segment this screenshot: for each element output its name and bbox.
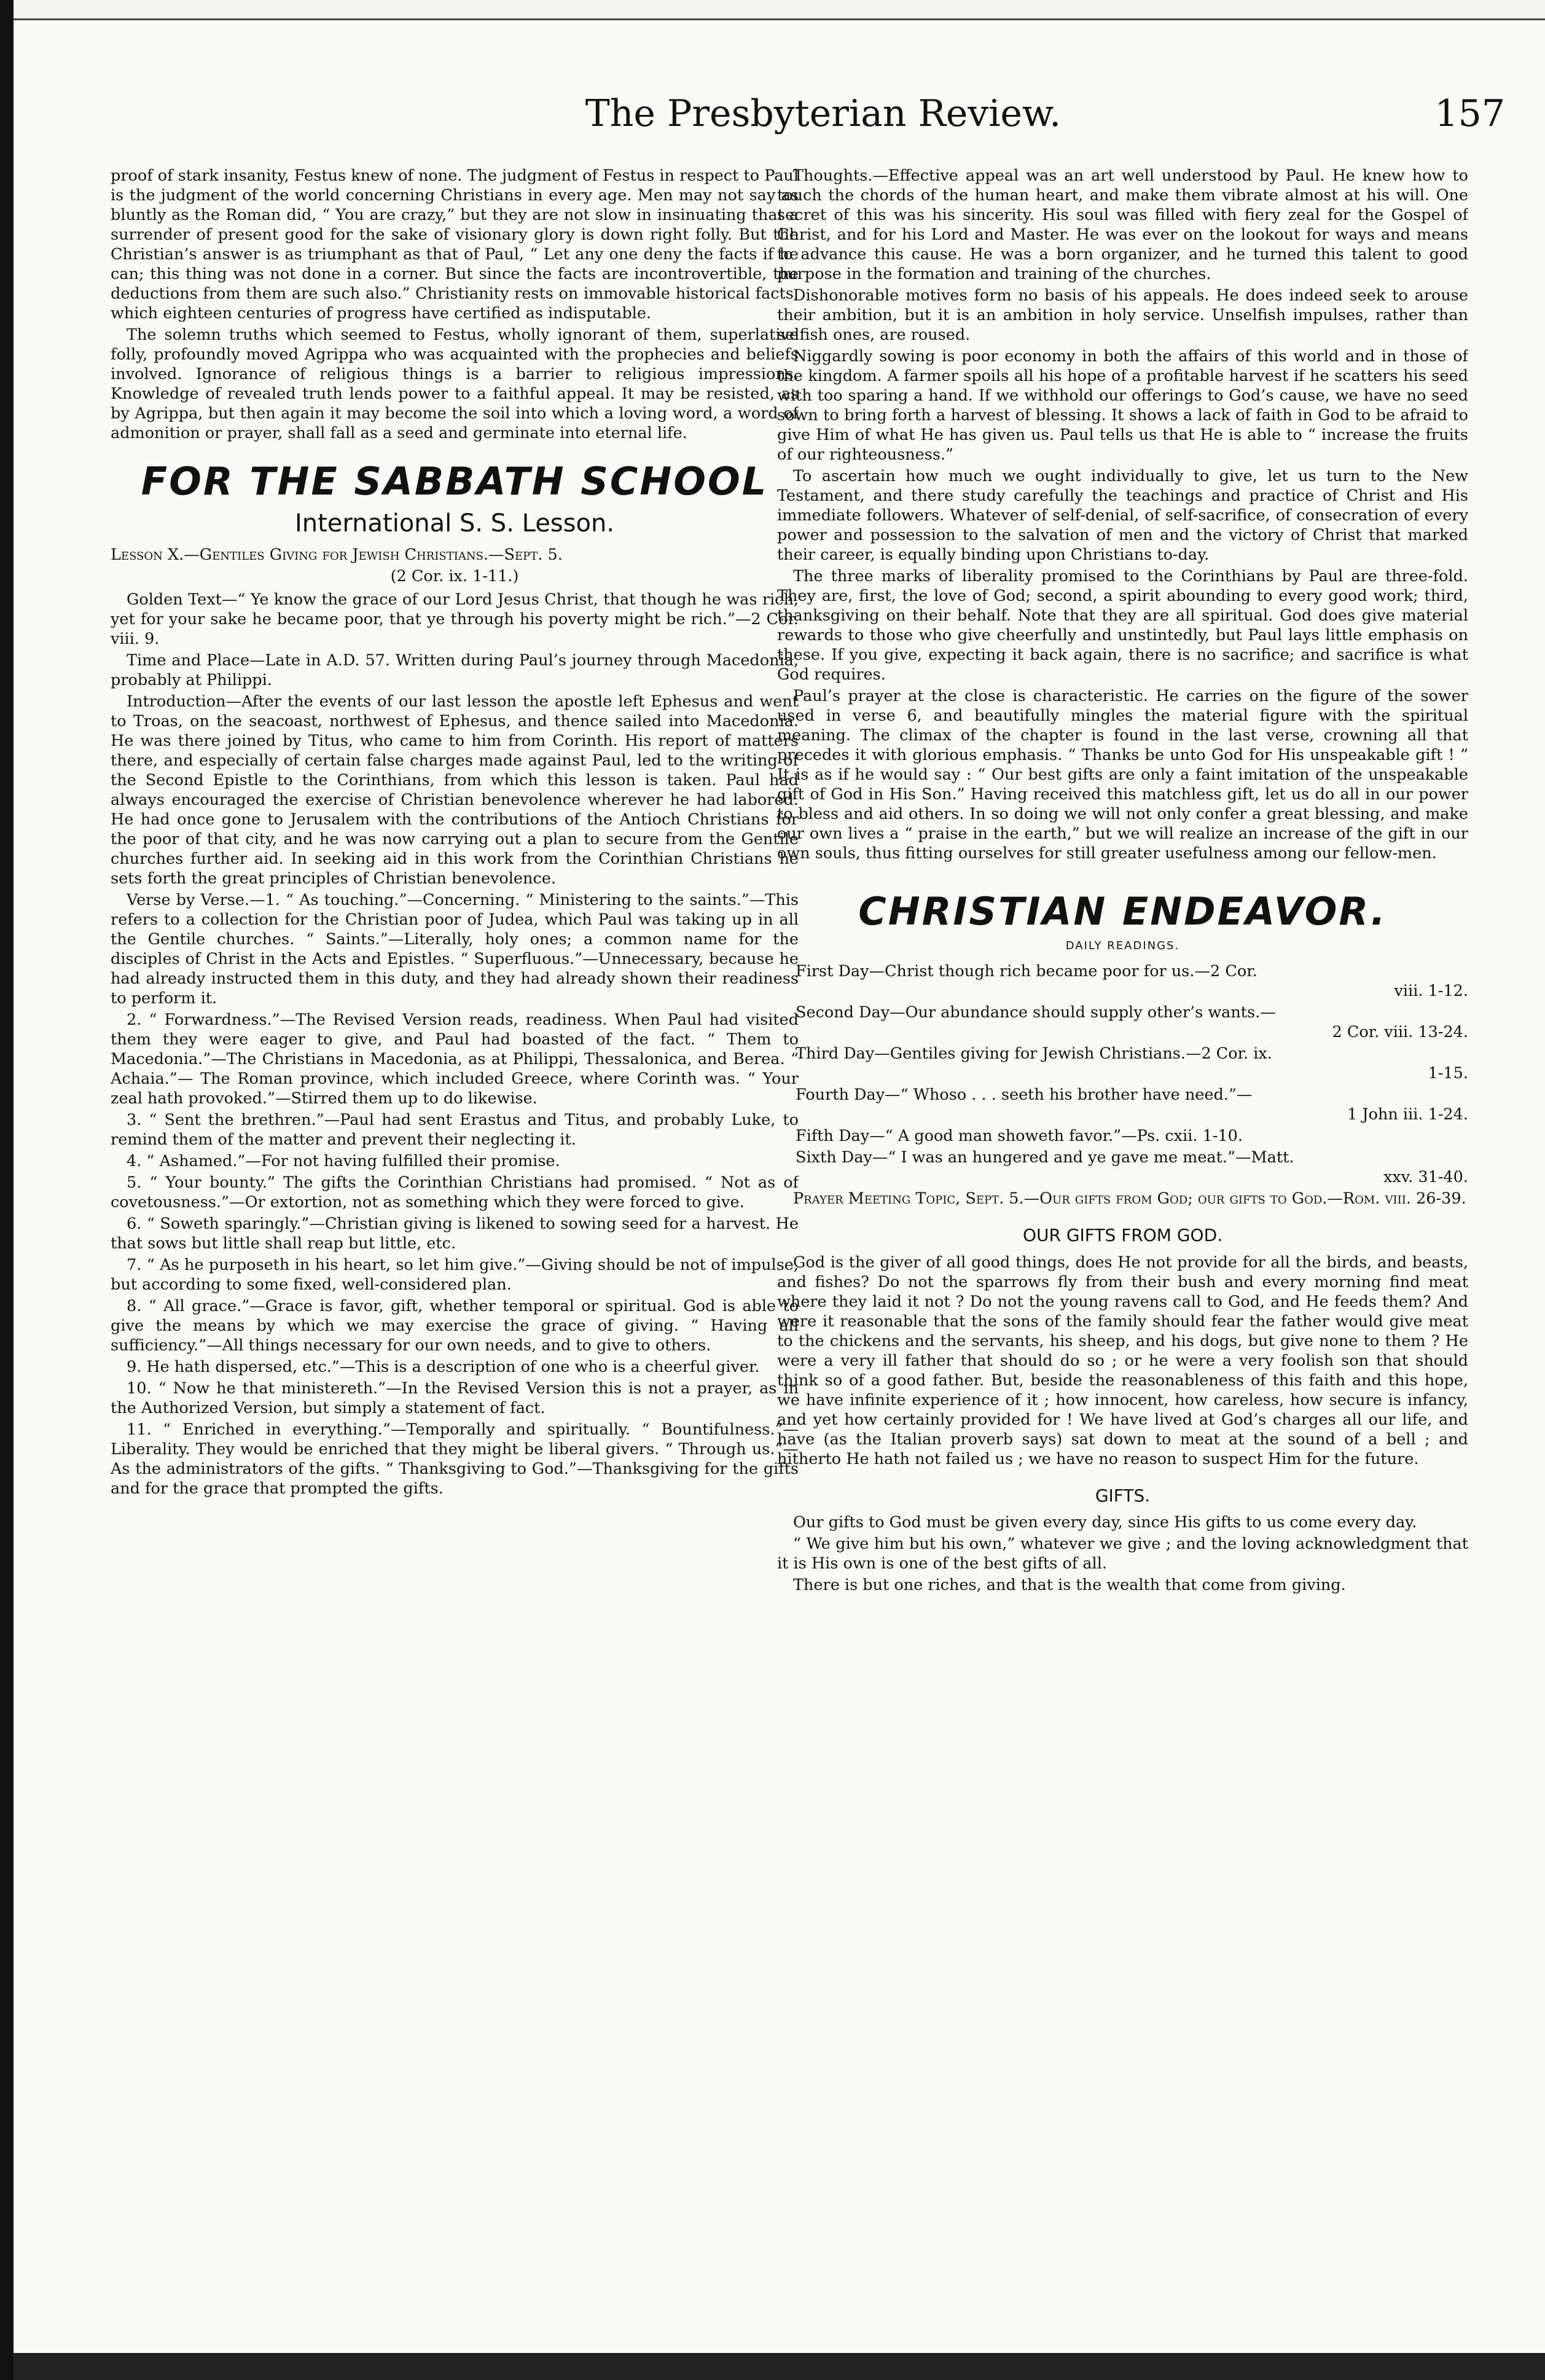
gifts-paragraph: There is but one riches, and that is the wealth that come from giving. [793, 1575, 1346, 1594]
lesson-paragraph: Time and Place—Late in A.D. 57. Written during Paul’s journey through Macedonia, probably at Philippi. [111, 651, 799, 689]
bottom-border-rule [14, 2353, 1545, 2380]
lesson-paragraph: 3. “ Sent the brethren.”—Paul had sent Erastus and Titus, and probably Luke, to remind them of the matter and prevent their neglecting it. [111, 1110, 799, 1149]
lesson-paragraph: Verse by Verse.—1. “ As touching.”—Concerning. “ Ministering to the saints.”—This refers to a collection for the Christian poor of Judea, which Paul was taking up in all the Gentile churches. “ Saints.”—Literally, holy ones; a common name for the disciples of Christ in the Acts and Epistles. “ Superfluous.”—Unnecessary, because he had already instructed them in this duty, and they had already shown their readiness to perform it. [111, 890, 799, 1008]
lesson-scripture-ref: (2 Cor. ix. 1-11.) [390, 566, 519, 585]
reading-ref: 1-15. [1428, 1064, 1468, 1083]
reading-text: Fourth Day—“ Whoso . . . seeth his brother have need.”— [796, 1086, 1253, 1105]
gifts-from-god-heading: OUR GIFTS FROM GOD. [1022, 1225, 1223, 1246]
daily-reading [777, 1085, 1468, 1124]
thoughts-paragraph: To ascertain how much we ought individually to give, let us turn to the New Testament, and there study carefully the teachings and practice of Christ and His immediate followers. Whatever of self-denial, of self-sacrifice, of consecration of every power and possession to the salvation of men and the victory of Christ that marked their career, is equally binding upon Christians to-day. [777, 467, 1468, 564]
scan-binding-edge [0, 0, 14, 2380]
lesson-paragraph: 2. “ Forwardness.”—The Revised Version reads, readiness. When Paul had visited them they were eager to give, and Paul had boasted of the fact. “ Them to Macedonia.”—The Christians in Macedonia, as at Philippi, Thessalonica, and Berea. “ Achaia.”— The Roman province, which included Greece, where Corinth was. “ Your zeal hath provoked.”—Stirred them up to do likewise. [111, 1010, 799, 1108]
reading-text: Second Day—Our abundance should supply other’s wants.— [796, 1003, 1276, 1022]
page-header [86, 92, 1523, 147]
lesson-paragraph: Golden Text—“ Ye know the grace of our Lord Jesus Christ, that though he was rich, yet for your sake he became poor, that ye through his poverty might be rich.”—2 Cor. viii. 9. [111, 590, 799, 648]
lesson-paragraph: 5. “ Your bounty.” The gifts the Corinthian Christians had promised. “ Not as of covetousness.”—Or extortion, not as something which they were forced to give. [111, 1173, 799, 1212]
article-paragraph: The solemn truths which seemed to Festus, wholly ignorant of them, superlative folly, profoundly moved Agrippa who was acquainted with the prophecies and beliefs involved. Ignorance of religious things is a barrier to religious impressions. Knowledge of revealed truth lends power to a faithful appeal. It may be resisted, as by Agrippa, but then again it may become the soil into which a loving word, a word of admonition or prayer, shall fall as a seed and germinate into eternal life. [111, 326, 799, 442]
lesson-series-subtitle: International S. S. Lesson. [294, 509, 615, 538]
daily-reading [777, 1003, 1468, 1042]
sabbath-school-title: FOR THE SABBATH SCHOOL [141, 459, 769, 504]
gifts-from-god-paragraph: God is the giver of all good things, does He not provide for all the birds, and beasts, and fishes? Do not the sparrows fly from their bush and every morning find meat where they laid it not ? Do not the young ravens call to God, and He feeds them? And were it reasonable that the sons of the family should fear the father would give meat to the chickens and the servants, his sheep, and his dogs, but give none to them ? He were a very ill father that should do so ; or he were a very foolish son that should think so of a good father. But, beside the reasonableness of this faith and this hope, we have infinite experience of it ; how innocent, how careless, how secure is infancy, and yet how certainly provided for ! We have lived at God’s charges all our life, and have (as the Italian proverb says) sat down to meat at the sound of a bell ; and hitherto He hath not failed us ; we have no reason to suspect Him for the future. [777, 1253, 1468, 1468]
reading-text: Fifth Day—“ A good man showeth favor.”—Ps. cxii. 1-10. [796, 1127, 1243, 1146]
thoughts-paragraph: The three marks of liberality promised to the Corinthians by Paul are three-fold. They are, first, the love of God; second, a spirit abounding to every good work; third, thanksgiving on their behalf. Note that they are all spiritual. God does give material rewards to those who give cheerfully and unstintedly, but Paul lays little emphasis on these. If you give, expecting it back again, there is no sacrifice; and sacrifice is what God requires. [777, 567, 1468, 684]
gifts-heading: GIFTS. [1095, 1485, 1151, 1506]
reading-ref: viii. 1-12. [1394, 982, 1468, 1001]
lesson-paragraph: 7. “ As he purposeth in his heart, so let him give.”—Giving should be not of impulse, but according to some fixed, well-considered plan. [111, 1255, 799, 1294]
thoughts-paragraph: Paul’s prayer at the close is characteristic. He carries on the figure of the sower used in verse 6, and beautifully mingles the material figure with the spiritual meaning. The climax of the chapter is found in the last verse, crowning all that precedes it with glorious emphasis. “ Thanks be unto God for His unspeakable gift ! ” It is as if he would say : “ Our best gifts are only a faint imitation of the unspeakable gift of God in His Son.” Having received this matchless gift, let us do all in our power to bless and aid others. In so doing we will not only confer a great blessing, and make our own lives a “ praise in the earth,” but we will realize an increase of the gift in our own souls, thus fitting ourselves for still greater usefulness among our fellow-men. [777, 687, 1468, 863]
thoughts-paragraph: Thoughts.—Effective appeal was an art well understood by Paul. He knew how to touch the chords of the human heart, and make them vibrate almost at his will. One secret of this was his sincerity. His soul was filled with fiery zeal for the Gospel of Christ, and for his Lord and Master. He was ever on the lookout for ways and means to advance this cause. He was a born organizer, and he turned this talent to good purpose in the formation and training of the churches. [777, 166, 1468, 283]
article-paragraph: proof of stark insanity, Festus knew of none. The judgment of Festus in respect to Paul is the judgment of the world concerning Christians in every age. Men may not say as bluntly as the Roman did, “ You are crazy,” but they are not slow in insinuating that a surrender of present good for the sake of visionary glory is down right folly. But the Christian’s answer is as triumphant as that of Paul, “ Let any one deny the facts if he can; this thing was not done in a corner. But since the facts are incontrovertible, the deductions from them are such also.” Christianity rests on immovable historical facts, which eighteen centuries of progress have certified as indisputable. [111, 166, 799, 323]
gifts-paragraph: “ We give him but his own,” whatever we give ; and the loving acknowledgment that it is His own is one of the best gifts of all. [777, 1534, 1468, 1573]
thoughts-paragraph: Dishonorable motives form no basis of his appeals. He does indeed seek to arouse their ambition, but it is an ambition in holy service. Unselfish impulses, rather than selfish ones, are roused. [777, 286, 1468, 344]
daily-reading [777, 1148, 1468, 1187]
prayer-meeting-topic: Prayer Meeting Topic, Sept. 5.—Our gifts from God; our gifts to God.—Rom. viii. 26-39. [793, 1189, 1466, 1208]
lesson-paragraph: Introduction—After the events of our last lesson the apostle left Ephesus and went to Troas, on the seacoast, northwest of Ephesus, and thence sailed into Macedonia. He was there joined by Titus, who came to him from Corinth. His report of matters there, and especially of certain false charges made against Paul, led to the writing of the Second Epistle to the Corinthians, from which this lesson is taken. Paul had always encouraged the exercise of Christian benevolence wherever he had labored. He had once gone to Jerusalem with the contributions of the Antioch Christians for the poor of that city, and he was now carrying out a plan to secure from the Gentile churches further aid. In seeking aid in this work from the Corinthian Christians he sets forth the great principles of Christian benevolence. [111, 692, 799, 888]
thoughts-paragraph: Niggardly sowing is poor economy in both the affairs of this world and in those of the kingdom. A farmer spoils all his hope of a profitable harvest if he scatters his seed with too sparing a hand. If we withhold our offerings to God’s cause, we have no seed sown to bring forth a harvest of blessing. It shows a lack of faith in God to be afraid to give Him of what He has given us. Paul tells us that He is able to “ increase the fruits of our righteousness.” [777, 347, 1468, 464]
left-column [111, 166, 799, 2316]
right-column [777, 166, 1468, 2316]
reading-ref: xxv. 31-40. [1383, 1168, 1468, 1187]
daily-readings-heading: DAILY READINGS. [1065, 939, 1180, 952]
lesson-paragraph: 9. He hath dispersed, etc.”—This is a description of one who is a cheerful giver. [127, 1357, 760, 1376]
reading-text: First Day—Christ though rich became poor for us.—2 Cor. [796, 962, 1258, 981]
top-border-rule [14, 0, 1545, 20]
journal-title: The Presbyterian Review. [585, 92, 1062, 135]
lesson-paragraph: 6. “ Soweth sparingly.”—Christian giving is likened to sowing seed for a harvest. He that sows but little shall reap but little, etc. [111, 1214, 799, 1253]
lesson-paragraph: 10. “ Now he that ministereth.”—In the Revised Version this is not a prayer, as in the Authorized Version, but simply a statement of fact. [111, 1379, 799, 1417]
lesson-paragraph: 4. “ Ashamed.”—For not having fulfilled their promise. [127, 1151, 560, 1170]
reading-ref: 1 John iii. 1-24. [1347, 1105, 1468, 1124]
lesson-line: Lesson X.—Gentiles Giving for Jewish Christians.—Sept. 5. [111, 545, 563, 564]
lesson-paragraph: 11. “ Enriched in everything.”—Temporally and spiritually. “ Bountifulness.”—Liberality. They would be enriched that they might be liberal givers. “ Through us.”—As the administrators of the gifts. “ Thanksgiving to God.”—Thanksgiving for the gifts and for the grace that prompted the gifts. [111, 1420, 799, 1498]
reading-ref: 2 Cor. viii. 13-24. [1332, 1023, 1468, 1042]
daily-reading [777, 1044, 1468, 1083]
daily-reading [777, 961, 1468, 1001]
daily-reading [777, 1126, 1468, 1146]
christian-endeavor-title: CHRISTIAN ENDEAVOR. [858, 889, 1387, 934]
page-number: 157 [1434, 92, 1505, 135]
lesson-paragraph: 8. “ All grace.”—Grace is favor, gift, whether temporal or spiritual. God is able to give the means by which we may exercise the grace of giving. “ Having all sufficiency.”—All things necessary for our own needs, and to give to others. [111, 1296, 799, 1355]
gifts-paragraph: Our gifts to God must be given every day, since His gifts to us come every day. [793, 1513, 1417, 1532]
reading-text: Sixth Day—“ I was an hungered and ye gave me meat.”—Matt. [796, 1148, 1294, 1167]
reading-text: Third Day—Gentiles giving for Jewish Christians.—2 Cor. ix. [796, 1044, 1272, 1063]
